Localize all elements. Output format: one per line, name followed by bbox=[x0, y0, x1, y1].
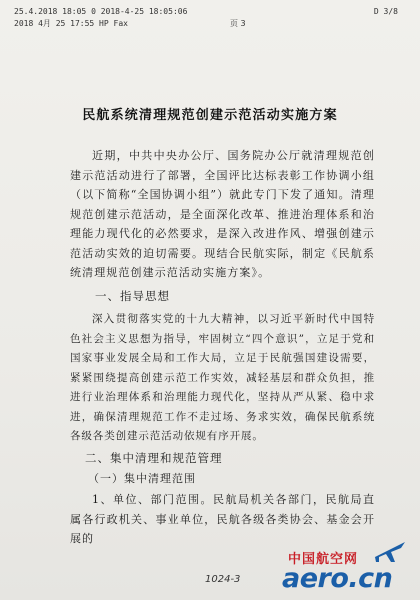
watermark-cn-text: 中国航空网 bbox=[288, 552, 359, 567]
fax-header-line1: 25.4.2018 18:05 0 2018-4-25 18:05:06 bbox=[14, 7, 188, 16]
section1-paragraph: 深入贯彻落实党的十九大精神，以习近平新时代中国特色社会主义思想为指导，牢固树立“四个意识”，立足于党和国家事业发展全局和工作大局，立足于民航强国建设需要，紧紧围绕提高创建示范工作实效，减轻基层和群众负担，推进行业治理体系和治理能力现代化，坚持从严从紧、稳中求进，确保清理规范工作不走过场、务求实效，确保民航系统各级各类创建示范活动依规有序开展。 bbox=[70, 313, 375, 442]
handwritten-page-note: 1024-3 bbox=[205, 574, 241, 585]
fax-page-mark: 页 3 bbox=[230, 19, 246, 28]
airplane-logo-icon bbox=[371, 538, 407, 566]
section1-heading: 一、指导思想 bbox=[95, 289, 170, 303]
fax-page-count: D 3/8 bbox=[373, 7, 398, 16]
intro-paragraph: 近期，中共中央办公厅、国务院办公厅就清理规范创建示范活动进行了部署，全国评比达标表彰工作协调小组（以下简称“全国协调小组”）就此专门下发了通知。清理规范创建示范活动，是全面深化改革、推进治理体系和治理能力现代化的必然要求，是深入改进作风、增强创建示范活动实效的迫切需要。现结合民航实际，制定《民航系统清理规范创建示范活动实施方案》。 bbox=[70, 149, 375, 279]
fax-header-line2: 2018 4月 25 17:55 HP Fax bbox=[14, 19, 128, 28]
section2-paragraph: 1、单位、部门范围。民航局机关各部门，民航局直属各行政机关、事业单位，民航各级各类协会、基金会开展的 bbox=[70, 493, 375, 545]
document-title: 民航系统清理规范创建示范活动实施方案 bbox=[82, 108, 338, 123]
watermark-en-text: aero.cn bbox=[282, 563, 393, 594]
section2-subheading: （一）集中清理范围 bbox=[88, 472, 196, 485]
section2-heading: 二、集中清理和规范管理 bbox=[85, 451, 223, 465]
